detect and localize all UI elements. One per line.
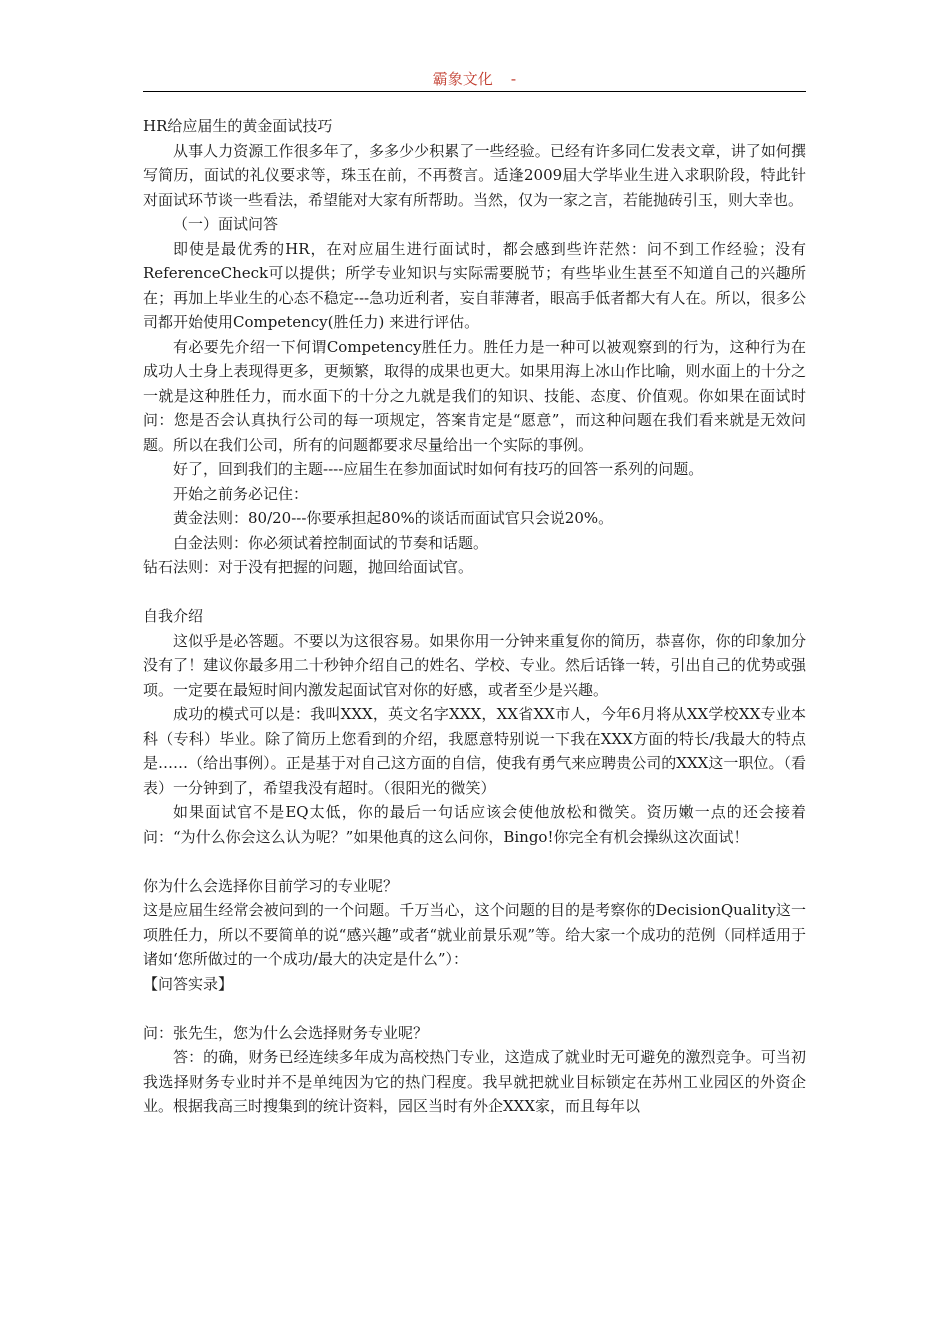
header-rule [143, 91, 806, 92]
document-body [143, 114, 806, 1119]
paragraph: 自我介绍 [143, 607, 204, 625]
paragraph: 问：张先生，您为什么会选择财务专业呢？ [143, 1023, 429, 1042]
page-header [143, 68, 806, 90]
paragraph: 这似乎是必答题。不要以为这很容易。如果你用一分钟来重复你的简历，恭喜你，你的印象加分没有了！建议你最多用二十秒钟介绍自己的姓名、学校、专业。然后话锋一转，引出自己的优势或强项。一定要在最短时间内激发起面试官对你的好感，或者至少是兴趣。 [143, 631, 806, 699]
paragraph: 如果面试官不是EQ太低，你的最后一句话应该会使他放松和微笑。资历嫩一点的还会接着问：“为什么你会这么认为呢？”如果他真的这么问你，Bingo!你完全有机会操纵这次面试！ [143, 803, 806, 846]
blank-line [143, 996, 806, 1021]
blank-line [143, 849, 806, 874]
paragraph: 黄金法则：80/20---你要承担起80%的谈话而面试官只会说20%。 [173, 509, 614, 527]
paragraph: 答：的确，财务已经连续多年成为高校热门专业，这造成了就业时无可避免的激烈竞争。可当初我选择财务专业时并不是单纯因为它的热门程度。我早就把就业目标锁定在苏州工业园区的外资企业。根据我高三时搜集到的统计资料，园区当时有外企XXX家，而且每年以 [143, 1048, 806, 1115]
paragraph: （一）面试问答 [173, 215, 279, 233]
paragraph: 【问答实录】 [143, 974, 234, 993]
paragraph: 钻石法则：对于没有把握的问题，抛回给面试官。 [143, 558, 474, 576]
paragraph: 白金法则：你必须试着控制面试的节奏和话题。 [173, 533, 489, 552]
paragraph: 开始之前务必记住： [173, 484, 309, 503]
paragraph: 有必要先介绍一下何谓Competency胜任力。胜任力是一种可以被观察到的行为，这种行为在成功人士身上表现得更多，更频繁，取得的成果也更大。如果用海上冰山作比喻，则水面上的十分之一就是这种胜任力，而水面下的十分之九就是我们的知识、技能、态度、价值观。你如果在面试时问：您是否会认真执行公司的每一项规定，答案肯定是“愿意”，而这种问题在我们看来就是无效问题。所以在我们公司，所有的问题都要求尽量给出一个实际的事例。 [143, 337, 806, 454]
header-separator: - [510, 70, 517, 88]
paragraph: 好了，回到我们的主题----应届生在参加面试时如何有技巧的回答一系列的问题。 [173, 460, 704, 478]
paragraph: 从事人力资源工作很多年了，多多少少积累了一些经验。已经有许多同仁发表文章，讲了如何撰写简历，面试的礼仪要求等，珠玉在前，不再赘言。适逢2009届大学毕业生进入求职阶段，特此针对面试环节谈一些看法，希望能对大家有所帮助。当然，仅为一家之言，若能抛砖引玉，则大幸也。 [143, 141, 806, 209]
paragraph: 成功的模式可以是：我叫XXX，英文名字XXX，XX省XX市人，今年6月将从XX学校XX专业本科（专科）毕业。除了简历上您看到的介绍，我愿意特别说一下我在XXX方面的特长/我最大的特点是……（给出事例）。正是基于对自己这方面的自信，使我有勇气来应聘贵公司的XXX这一职位。（看表）一分钟到了，希望我没有超时。（很阳光的微笑） [143, 705, 806, 797]
paragraph: 这是应届生经常会被问到的一个问题。千万当心，这个问题的目的是考察你的DecisionQuality这一项胜任力，所以不要简单的说“感兴趣”或者“就业前景乐观”等。给大家一个成功的范例（同样适用于诸如‘您所做过的一个成功/最大的决定是什么”）： [143, 901, 806, 968]
paragraph: HR给应届生的黄金面试技巧 [143, 117, 333, 135]
header-brand: 霸象文化 [432, 70, 493, 88]
paragraph: 你为什么会选择你目前学习的专业呢？ [143, 876, 399, 895]
paragraph: 即使是最优秀的HR，在对应届生进行面试时，都会感到些许茫然：问不到工作经验；没有ReferenceCheck可以提供；所学专业知识与实际需要脱节；有些毕业生甚至不知道自己的兴趣所在；再加上毕业生的心态不稳定---急功近利者，妄自菲薄者，眼高手低者都大有人在。所以，很多公司都开始使用Competency(胜任力) 来进行评估。 [143, 239, 806, 331]
blank-line [143, 580, 806, 605]
